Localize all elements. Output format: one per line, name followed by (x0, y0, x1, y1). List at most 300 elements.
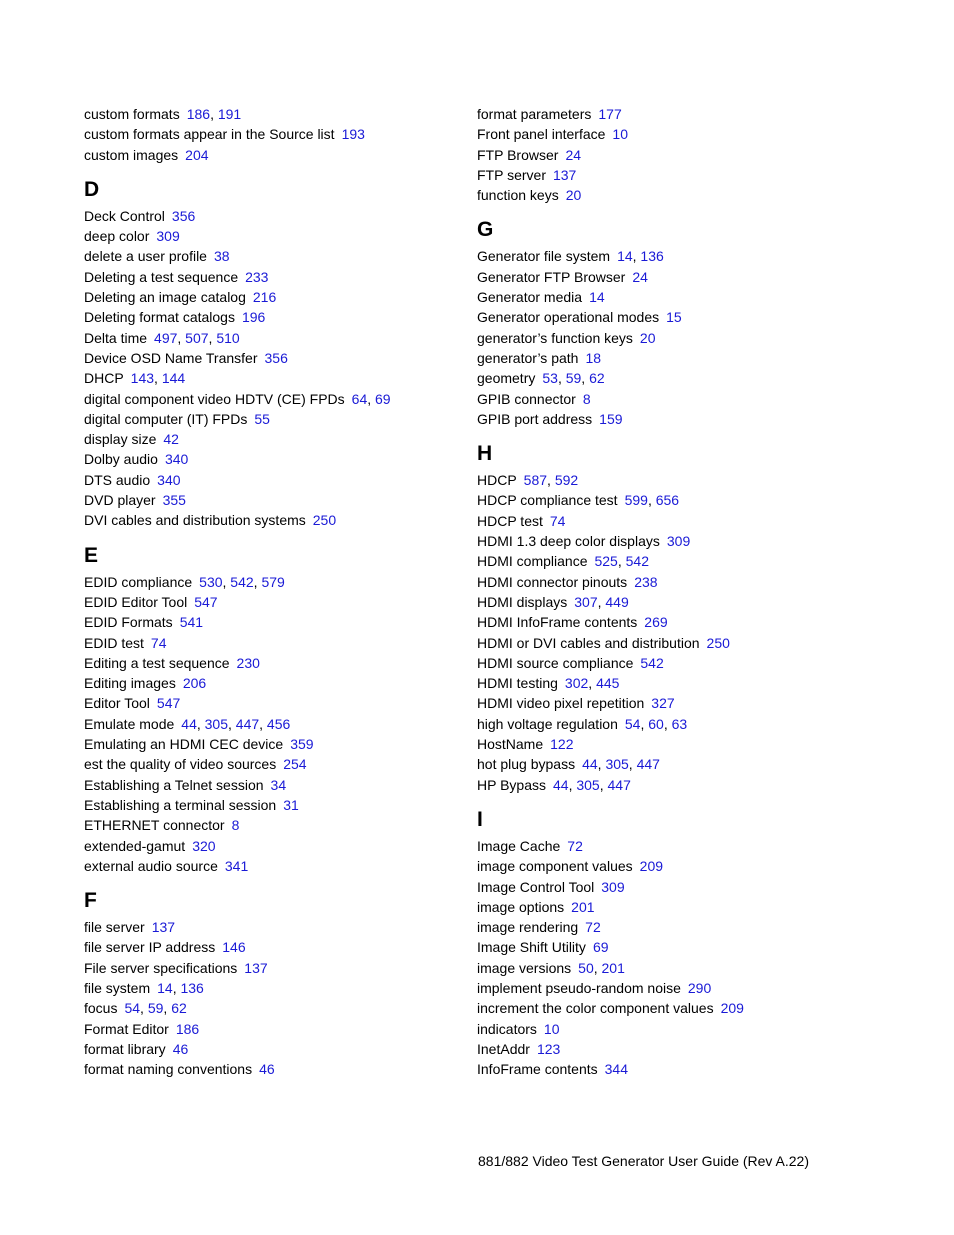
index-entry (84, 409, 504, 429)
page-link-14[interactable]: 14 (617, 248, 633, 265)
index-entry (477, 1059, 897, 1079)
index-term: HDMI 1.3 deep color displays (477, 533, 660, 550)
index-entry (84, 104, 504, 124)
page-link-359[interactable]: 359 (290, 736, 314, 753)
index-entry (477, 836, 897, 856)
page-separator: , (196, 715, 205, 732)
index-term: format naming conventions (84, 1061, 253, 1078)
page-link-341[interactable]: 341 (224, 857, 249, 874)
page-link-191[interactable]: 191 (217, 106, 242, 122)
page-link-547[interactable]: 547 (194, 593, 218, 610)
page-link-201[interactable]: 201 (571, 898, 595, 915)
page-refs (187, 106, 242, 122)
page-refs (537, 1041, 560, 1057)
index-term: est the quality of video sources (84, 756, 277, 773)
page-link-309[interactable]: 309 (666, 533, 691, 550)
page-refs (214, 248, 230, 264)
index-entry (84, 429, 504, 449)
page-refs (634, 574, 657, 590)
index-entry (477, 877, 897, 897)
index-term: DTS audio (84, 471, 151, 488)
page-link-525[interactable]: 525 (594, 553, 618, 570)
page-link-53[interactable]: 53 (542, 370, 558, 387)
page-link-196[interactable]: 196 (241, 309, 266, 326)
index-section-h (477, 442, 897, 795)
index-term: implement pseudo-random noise (477, 979, 681, 996)
index-entry (477, 246, 897, 266)
page-refs (578, 960, 625, 976)
page-link-186[interactable]: 186 (186, 106, 211, 122)
page-link-8[interactable]: 8 (231, 817, 240, 834)
index-term: Dolby audio (84, 451, 158, 468)
index-entry (84, 592, 504, 612)
page-link-344[interactable]: 344 (604, 1061, 628, 1078)
index-term: HDMI displays (477, 593, 568, 610)
page-separator: , (588, 675, 597, 692)
index-entry (477, 734, 897, 754)
page-link-54[interactable]: 54 (624, 715, 641, 732)
page-link-250[interactable]: 250 (312, 512, 337, 529)
page-link-541[interactable]: 541 (179, 614, 204, 631)
index-term: EDID test (84, 634, 144, 651)
index-entry (84, 673, 504, 693)
page-link-542[interactable]: 542 (230, 573, 254, 590)
page-link-177[interactable]: 177 (598, 106, 622, 122)
page-refs (259, 1061, 275, 1077)
index-entry (477, 572, 897, 592)
index-entry (477, 490, 897, 510)
page-refs (566, 187, 582, 203)
page-refs (156, 228, 179, 244)
index-term: Generator file system (477, 248, 611, 265)
page-link-72[interactable]: 72 (585, 919, 601, 936)
page-refs (524, 472, 579, 488)
page-link-340[interactable]: 340 (164, 451, 189, 468)
index-term: Deleting format catalogs (84, 309, 235, 326)
page-link-290[interactable]: 290 (687, 979, 712, 996)
index-term: custom formats appear in the Source list (84, 126, 335, 143)
index-term: focus (84, 1000, 118, 1017)
page-link-20[interactable]: 20 (565, 187, 582, 204)
page-link-143[interactable]: 143 (130, 370, 155, 387)
page-refs (131, 370, 186, 386)
index-term: image component values (477, 858, 633, 875)
index-entry (84, 328, 504, 348)
index-term: extended-gamut (84, 837, 186, 854)
page-refs (553, 167, 576, 183)
index-entry (84, 145, 504, 165)
index-term: file server IP address (84, 939, 216, 956)
page-refs (542, 370, 604, 386)
index-section-f (84, 889, 504, 1079)
page-link-38[interactable]: 38 (213, 248, 230, 265)
page-separator: , (163, 1000, 172, 1017)
page-link-14[interactable]: 14 (589, 289, 605, 306)
page-refs (225, 858, 248, 874)
page-refs (163, 431, 179, 447)
page-link-60[interactable]: 60 (648, 715, 664, 732)
page-link-542[interactable]: 542 (625, 553, 649, 570)
page-link-592[interactable]: 592 (554, 472, 579, 489)
page-link-233[interactable]: 233 (245, 268, 269, 285)
page-separator: , (568, 776, 577, 793)
page-refs (617, 248, 664, 264)
page-link-54[interactable]: 54 (124, 1000, 141, 1017)
page-link-44[interactable]: 44 (582, 756, 598, 773)
page-refs (194, 594, 217, 610)
page-refs (589, 289, 605, 305)
page-link-497[interactable]: 497 (154, 329, 178, 346)
index-term: Establishing a Telnet session (84, 776, 264, 793)
index-entry (84, 734, 504, 754)
page-link-186[interactable]: 186 (175, 1020, 200, 1037)
page-refs (612, 126, 628, 142)
page-refs (163, 492, 186, 508)
index-term: Device OSD Name Transfer (84, 349, 258, 366)
page-separator: , (597, 593, 606, 610)
page-refs (222, 939, 245, 955)
index-term: Image Shift Utility (477, 939, 586, 956)
index-term: file system (84, 979, 151, 996)
index-entry (84, 124, 504, 144)
page-link-320[interactable]: 320 (192, 837, 216, 854)
index-entry (477, 897, 897, 917)
index-entry (477, 287, 897, 307)
page-link-62[interactable]: 62 (589, 370, 605, 387)
section-letter-heading: E (84, 543, 99, 567)
page-refs (593, 939, 609, 955)
page-separator: , (628, 756, 637, 773)
index-entry (477, 693, 897, 713)
page-link-445[interactable]: 445 (596, 675, 620, 692)
index-term: digital computer (IT) FPDs (84, 410, 248, 427)
index-term: HDCP (477, 472, 517, 489)
index-term: GPIB port address (477, 410, 593, 427)
page-refs (640, 655, 663, 671)
index-term: Editing a test sequence (84, 654, 230, 671)
page-link-8[interactable]: 8 (582, 390, 591, 407)
index-entry (84, 307, 504, 327)
page-link-50[interactable]: 50 (578, 959, 594, 976)
index-entry (477, 511, 897, 531)
page-refs (567, 838, 583, 854)
page-link-447[interactable]: 447 (607, 776, 631, 793)
page-link-15[interactable]: 15 (666, 309, 682, 326)
page-link-510[interactable]: 510 (216, 329, 240, 346)
page-link-238[interactable]: 238 (634, 573, 658, 590)
index-term: HostName (477, 736, 544, 753)
index-entry (84, 958, 504, 978)
index-entry (84, 449, 504, 469)
page-refs (245, 269, 268, 285)
page-link-656[interactable]: 656 (655, 492, 680, 509)
index-term: EDID compliance (84, 573, 193, 590)
page-link-307[interactable]: 307 (574, 593, 598, 610)
page-link-547[interactable]: 547 (156, 695, 181, 712)
page-refs (181, 716, 290, 732)
page-link-72[interactable]: 72 (567, 837, 583, 854)
page-link-137[interactable]: 137 (151, 919, 176, 936)
index-entry (84, 714, 504, 734)
page-refs (165, 451, 188, 467)
index-entry (477, 612, 897, 632)
index-entry (477, 917, 897, 937)
page-link-201[interactable]: 201 (601, 959, 625, 976)
index-term: Generator media (477, 289, 583, 306)
index-entry (84, 815, 504, 835)
index-entry (477, 775, 897, 795)
page-link-59[interactable]: 59 (147, 1000, 164, 1017)
page-refs (237, 655, 260, 671)
index-entry (84, 267, 504, 287)
page-link-305[interactable]: 305 (605, 756, 629, 773)
page-link-209[interactable]: 209 (639, 858, 664, 875)
index-entry (84, 998, 504, 1018)
section-letter-heading: F (84, 889, 97, 913)
index-entry (84, 978, 504, 998)
index-section-g (477, 218, 897, 429)
index-entry (84, 612, 504, 632)
page-separator: , (597, 756, 606, 773)
page-link-542[interactable]: 542 (640, 654, 664, 671)
page-link-507[interactable]: 507 (185, 329, 209, 346)
page-refs (154, 330, 240, 346)
index-term: indicators (477, 1020, 537, 1037)
page-link-42[interactable]: 42 (163, 431, 179, 448)
index-term: format library (84, 1040, 166, 1057)
index-term: HDMI compliance (477, 553, 588, 570)
index-entry (84, 572, 504, 592)
index-term: HDCP test (477, 512, 543, 529)
page-link-599[interactable]: 599 (624, 492, 648, 509)
page-link-123[interactable]: 123 (536, 1040, 561, 1057)
page-link-305[interactable]: 305 (204, 715, 228, 732)
page-footer: 881/882 Video Test Generator User Guide (Rev A.22) (478, 1153, 810, 1169)
page-link-62[interactable]: 62 (171, 1000, 187, 1017)
page-refs (582, 756, 660, 772)
page-refs (232, 817, 240, 833)
page-separator: , (210, 106, 218, 122)
page-refs (583, 391, 591, 407)
index-term: Deleting a test sequence (84, 268, 239, 285)
page-link-137[interactable]: 137 (552, 166, 577, 183)
page-link-10[interactable]: 10 (543, 1020, 560, 1037)
index-entry (84, 510, 504, 530)
page-refs (172, 208, 195, 224)
page-separator: , (259, 715, 267, 732)
page-link-449[interactable]: 449 (605, 593, 629, 610)
page-link-356[interactable]: 356 (264, 349, 288, 366)
page-link-302[interactable]: 302 (564, 675, 589, 692)
page-separator: , (663, 715, 672, 732)
index-entry (477, 389, 897, 409)
page-refs (271, 777, 287, 793)
page-link-44[interactable]: 44 (553, 776, 569, 793)
page-link-209[interactable]: 209 (720, 1000, 744, 1017)
page-separator: , (640, 715, 649, 732)
index-entry (84, 633, 504, 653)
index-term: custom images (84, 146, 179, 163)
page-link-340[interactable]: 340 (157, 471, 181, 488)
page-link-254[interactable]: 254 (283, 756, 307, 773)
page-link-14[interactable]: 14 (157, 979, 173, 996)
index-section-continued (84, 104, 504, 165)
index-term: generator’s function keys (477, 329, 633, 346)
page-link-579[interactable]: 579 (261, 573, 285, 590)
page-link-356[interactable]: 356 (171, 207, 196, 224)
page-link-63[interactable]: 63 (671, 715, 688, 732)
index-entry (84, 754, 504, 774)
page-refs (152, 919, 175, 935)
index-term: format parameters (477, 106, 592, 122)
page-refs (667, 533, 690, 549)
index-term: Generator FTP Browser (477, 268, 626, 285)
index-entry (84, 1019, 504, 1039)
page-link-136[interactable]: 136 (640, 248, 664, 265)
page-separator: , (367, 390, 376, 407)
page-link-206[interactable]: 206 (182, 675, 207, 692)
index-entry (477, 165, 897, 185)
page-link-305[interactable]: 305 (576, 776, 600, 793)
page-link-24[interactable]: 24 (565, 146, 582, 163)
page-link-587[interactable]: 587 (523, 472, 548, 489)
page-refs (183, 675, 206, 691)
index-term: DHCP (84, 370, 124, 387)
page-link-55[interactable]: 55 (254, 410, 270, 427)
page-link-34[interactable]: 34 (270, 776, 287, 793)
index-term: InfoFrame contents (477, 1061, 598, 1078)
index-entry (84, 917, 504, 937)
page-link-146[interactable]: 146 (222, 939, 246, 956)
page-link-18[interactable]: 18 (585, 349, 602, 366)
page-link-269[interactable]: 269 (644, 614, 668, 631)
page-link-24[interactable]: 24 (632, 268, 648, 285)
page-refs (124, 1000, 186, 1016)
page-separator: , (208, 329, 217, 346)
page-link-10[interactable]: 10 (612, 126, 628, 143)
page-link-69[interactable]: 69 (375, 390, 391, 407)
index-entry (477, 551, 897, 571)
index-entry (84, 856, 504, 876)
page-refs (594, 553, 649, 569)
page-refs (550, 513, 566, 529)
page-refs (544, 1021, 560, 1037)
page-link-122[interactable]: 122 (550, 736, 574, 753)
page-link-136[interactable]: 136 (180, 979, 204, 996)
page-link-59[interactable]: 59 (565, 370, 582, 387)
index-entry (477, 633, 897, 653)
index-term: DVI cables and distribution systems (84, 512, 306, 529)
page-link-447[interactable]: 447 (235, 715, 260, 732)
page-refs (151, 635, 167, 651)
index-column-right (477, 104, 897, 1079)
index-term: custom formats (84, 106, 180, 122)
index-term: Front panel interface (477, 126, 606, 143)
index-term: EDID Editor Tool (84, 593, 188, 610)
index-section-d (84, 178, 504, 531)
page-link-159[interactable]: 159 (599, 410, 623, 427)
index-entry (477, 1039, 897, 1059)
page-link-31[interactable]: 31 (283, 796, 299, 813)
index-term: HDMI connector pinouts (477, 573, 628, 590)
index-entry (84, 653, 504, 673)
page-link-309[interactable]: 309 (601, 878, 625, 895)
page-link-46[interactable]: 46 (259, 1061, 275, 1078)
page-link-456[interactable]: 456 (266, 715, 291, 732)
page-link-309[interactable]: 309 (156, 228, 180, 245)
index-entry (477, 1019, 897, 1039)
index-entry (477, 470, 897, 490)
page-refs (565, 675, 620, 691)
index-term: Format Editor (84, 1020, 169, 1037)
index-entry (84, 490, 504, 510)
page-link-447[interactable]: 447 (636, 756, 660, 773)
index-entry (477, 958, 897, 978)
page-link-193[interactable]: 193 (341, 126, 365, 143)
index-entry (84, 1039, 504, 1059)
page-link-327[interactable]: 327 (651, 695, 675, 712)
page-link-230[interactable]: 230 (236, 654, 260, 671)
page-link-216[interactable]: 216 (252, 289, 277, 306)
page-link-137[interactable]: 137 (244, 959, 268, 976)
page-separator: , (547, 472, 555, 489)
page-link-64[interactable]: 64 (351, 390, 368, 407)
index-section-e (84, 544, 504, 876)
page-refs (599, 411, 622, 427)
page-link-69[interactable]: 69 (592, 939, 609, 956)
page-link-530[interactable]: 530 (199, 573, 223, 590)
index-entry (477, 409, 897, 429)
page-refs (352, 391, 391, 407)
page-link-74[interactable]: 74 (549, 512, 566, 529)
page-link-46[interactable]: 46 (172, 1040, 189, 1057)
page-separator: , (557, 370, 566, 387)
page-link-204[interactable]: 204 (185, 146, 209, 163)
index-term: function keys (477, 187, 559, 204)
page-refs (721, 1000, 744, 1016)
page-link-250[interactable]: 250 (706, 634, 730, 651)
index-entry (477, 978, 897, 998)
page-link-20[interactable]: 20 (639, 329, 656, 346)
index-entry (477, 267, 897, 287)
page-link-44[interactable]: 44 (181, 715, 197, 732)
page-refs (601, 879, 624, 895)
index-entry (84, 287, 504, 307)
index-term: HDMI testing (477, 675, 558, 692)
page-link-74[interactable]: 74 (150, 634, 167, 651)
page-refs (550, 736, 573, 752)
index-term: digital component video HDTV (CE) FPDs (84, 390, 345, 407)
index-entry (477, 328, 897, 348)
page-link-355[interactable]: 355 (162, 492, 186, 509)
index-entry (84, 1059, 504, 1079)
index-term: DVD player (84, 492, 156, 509)
index-entry (84, 206, 504, 226)
page-separator: , (222, 573, 231, 590)
index-entry (477, 124, 897, 144)
index-term: Image Control Tool (477, 878, 595, 895)
index-term: file server (84, 919, 145, 936)
index-entry (84, 795, 504, 815)
page-link-144[interactable]: 144 (161, 370, 186, 387)
page-refs (242, 309, 265, 325)
index-entry (477, 348, 897, 368)
index-term: ETHERNET connector (84, 817, 225, 834)
section-letter-heading: D (84, 177, 100, 201)
index-term: Editing images (84, 675, 176, 692)
index-entry (477, 145, 897, 165)
index-term: HP Bypass (477, 776, 546, 793)
